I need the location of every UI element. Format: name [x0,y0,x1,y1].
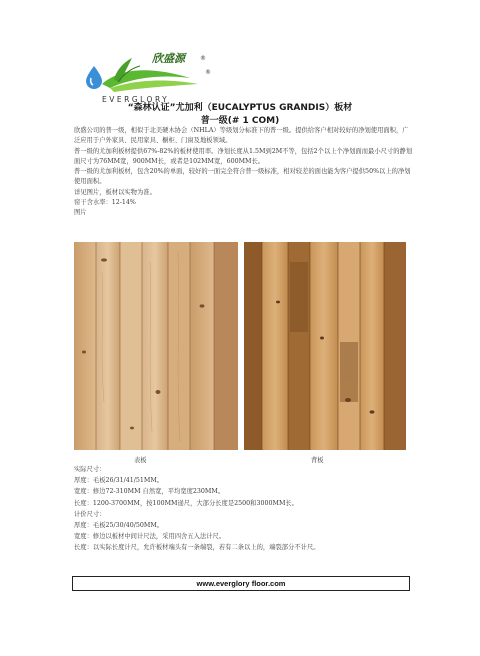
paragraph-single-face: 普一级的尤加利板材，包含20%的单面，较好的一面完全符合普一级标准，相对较差的面也能为客户提供50%以上的净划使用面积。 [74,168,411,186]
back-board-caption: 背板 [311,457,324,464]
company-logo [80,44,240,106]
website-url[interactable]: www.everglory floor.com [72,576,410,591]
logo-brand-text: EVERGLORY [102,95,170,104]
spec-actual-size-heading: 实际尺寸： [74,466,106,473]
back-board-photo [244,242,406,450]
registered-mark: ® [200,55,206,62]
paragraph-yield: 普一级的尤加利板材提供67%-82%的板材使用率。净划长度从1.5M到2M不等，包括2个以上个净划面而最小尺寸的静划面尺寸为76MM宽，900MM长，或者是102MM宽，600MM长。 [74,147,413,165]
svg-text:®: ® [205,69,211,76]
document-subtitle: 普一级(# 1 COM) [200,116,280,126]
size-specifications [74,464,414,554]
spec-width: 宽度：修边72-310MM 自然宽，平均宽度230MM。 [74,488,225,496]
spec-pricing-length: 长度：以实际长度计尺，允许板材端头有一条端裂，若有二条以上的，端裂部分不计尺。 [74,544,320,552]
paragraph-intro: 欣盛公司的普一级，相似于北美硬木协会（NHLA）等级划分标准下的普一级。提供给客户相对较好的净划使用面积，广泛应用于户外家具、民用家具、橱柜、门窗及地板领域。 [74,127,409,145]
spec-pricing-thickness: 厚度：毛板25/30/40/50MM。 [74,522,164,530]
paragraph-see-photos: 详见图片，板材以实物为准。 [74,188,156,196]
description-text [74,126,414,219]
front-board-photo [74,242,238,450]
spec-pricing-width: 宽度：修边以板材中间计尺法，采用四舍五入法计尺。 [74,533,226,541]
document-title: “森林认证”尤加利（EUCALYPTUS GRANDIS）板材 [127,103,353,113]
spec-thickness: 厚度：毛板26/31/41/51MM。 [74,477,164,485]
logo-chinese-text: 欣盛源 [152,52,185,65]
everglory-logo-graphic [80,44,240,106]
paragraph-photos-label: 图片 [74,209,87,217]
front-board-caption: 表板 [134,457,147,464]
spec-pricing-size-heading: 计价尺寸： [74,510,106,518]
paragraph-moisture: 窑干含水率：12-14% [74,199,136,207]
spec-length: 长度：1200-3700MM，按100MM递尺，大部分长度是2500和3000MM长。 [74,499,298,507]
